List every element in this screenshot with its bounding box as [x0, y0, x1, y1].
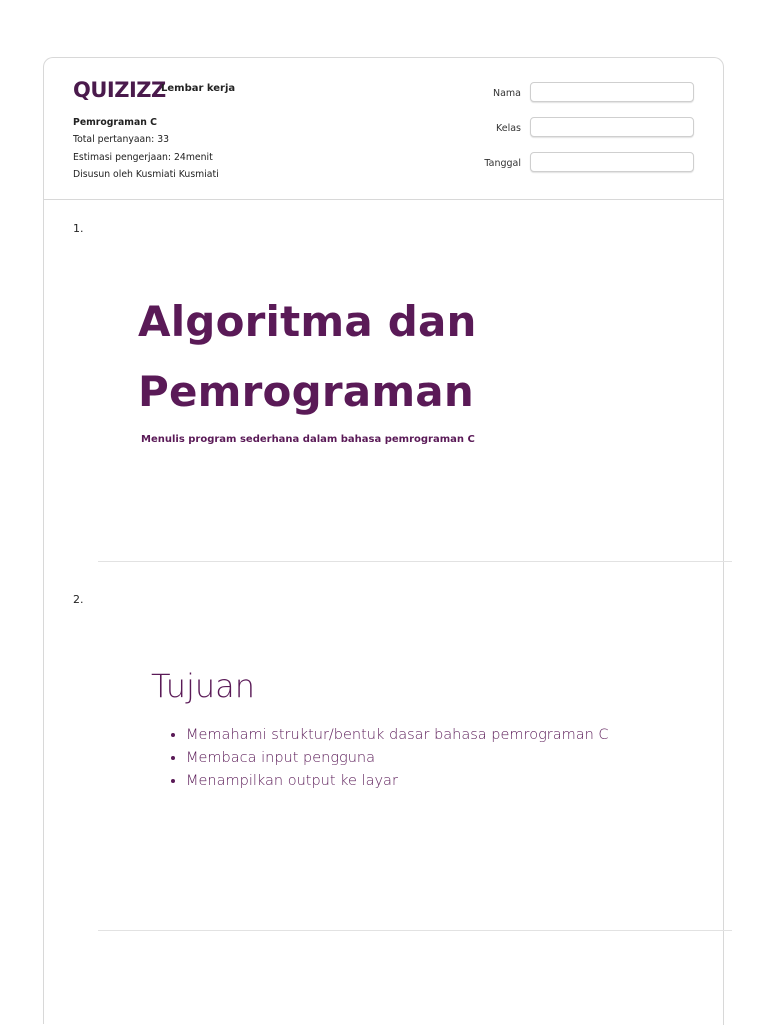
name-input[interactable] — [530, 82, 694, 102]
author-credit: Disusun oleh Kusmiati Kusmiati — [73, 168, 219, 180]
right-edge-segment — [723, 931, 724, 1025]
name-label: Nama — [492, 88, 521, 99]
question-divider — [98, 930, 732, 931]
class-field-row — [474, 117, 696, 152]
slide-title-line-1: Algoritma dan — [138, 297, 477, 346]
date-label: Tanggal — [484, 158, 521, 169]
list-item: • Menampilkan output ke layar — [186, 770, 609, 793]
right-edge-segment — [723, 562, 724, 588]
quizizz-logo: QUIZIZZ — [73, 78, 166, 102]
question-divider — [98, 561, 732, 562]
slide-title — [138, 287, 638, 427]
quiz-meta — [73, 114, 219, 183]
quiz-title: Pemrograman C — [73, 117, 157, 128]
class-label: Kelas — [495, 123, 521, 134]
list-item: • Membaca input pengguna — [186, 747, 609, 770]
class-input[interactable] — [530, 117, 694, 137]
estimated-time: Estimasi pengerjaan: 24menit — [73, 151, 213, 163]
objectives-list — [168, 724, 609, 793]
date-input[interactable] — [530, 152, 694, 172]
name-field-row — [474, 82, 696, 117]
total-questions: Total pertanyaan: 33 — [73, 134, 170, 146]
question-number: 1. — [73, 222, 84, 235]
right-edge-segment — [723, 199, 724, 218]
student-info-fields — [474, 82, 696, 187]
worksheet-header — [44, 58, 723, 200]
slide-title-line-2: Pemrograman — [138, 367, 474, 416]
list-item: • Memahami struktur/bentuk dasar bahasa pemrograman C — [186, 724, 609, 747]
sheet-type-label: Lembar kerja — [161, 83, 236, 94]
question-number: 2. — [73, 593, 84, 606]
worksheet-sheet — [43, 57, 724, 1024]
date-field-row — [474, 152, 696, 187]
slide-subtitle: Menulis program sederhana dalam bahasa pemrograman C — [141, 434, 475, 445]
slide-title: Tujuan — [151, 667, 256, 705]
